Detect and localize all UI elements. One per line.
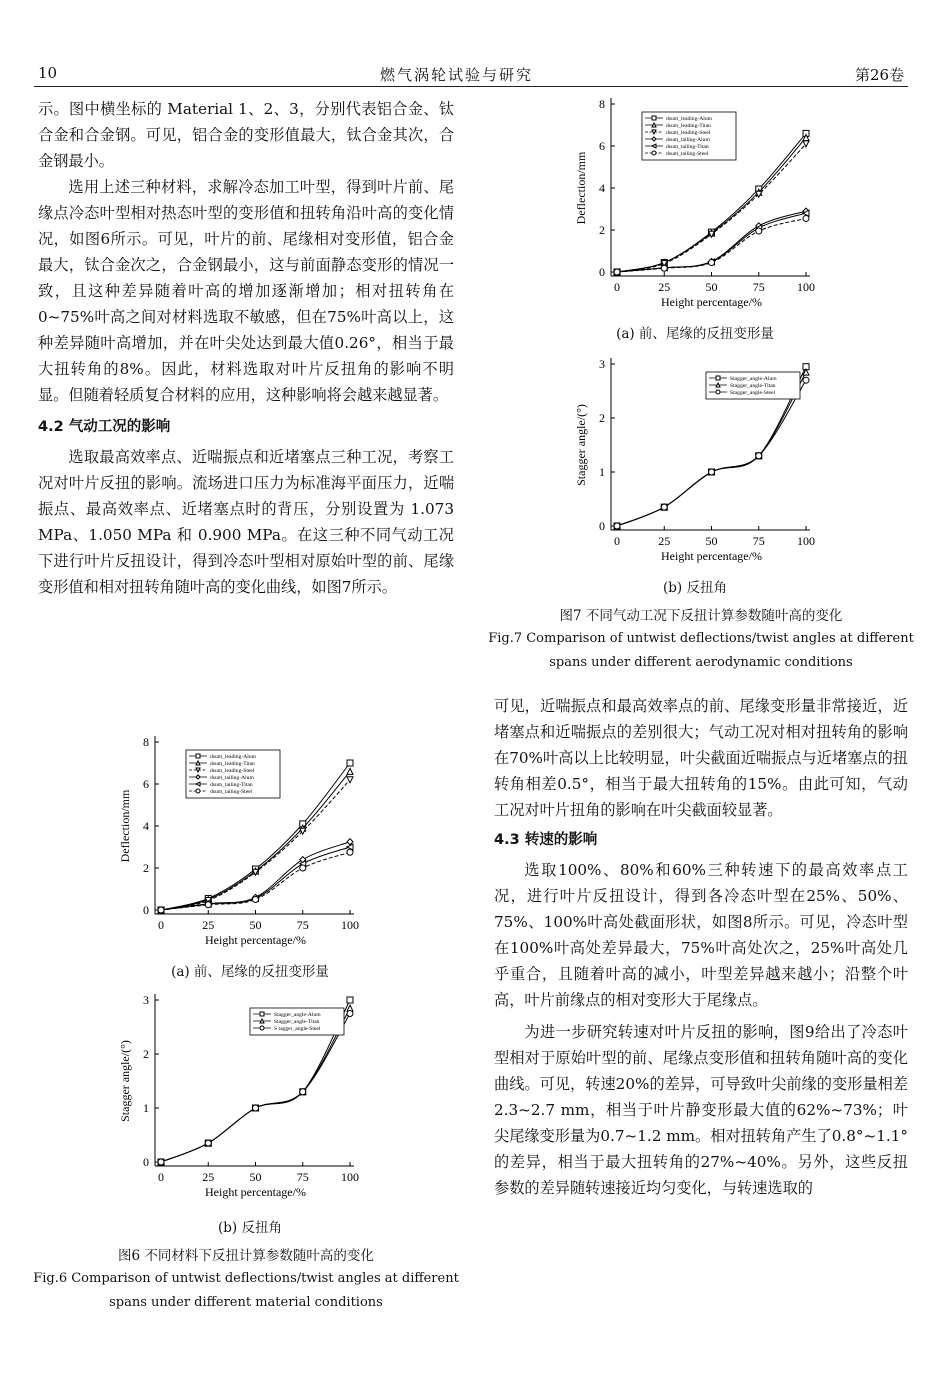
data-point xyxy=(347,997,353,1003)
y-tick-label: 2 xyxy=(143,861,149,875)
legend-label: dsum_tailing-Titan xyxy=(210,782,253,788)
x-tick-label: 0 xyxy=(614,280,620,294)
paragraph: 选取最高效率点、近喘振点和近堵塞点三种工况，考察工况对叶片反扭的影响。流场进口压力为标准海平面压力，近喘振点、最高效率点、近堵塞点时的背压，分别设置为 1.073 MPa、1.050 MPa 和 0.900 MPa。在这三种不同气动工况下进行叶片反扭设计，得到冷态叶型相对原始叶型的前、尾缘变形值和相对扭转角随叶高的变化曲线，如图7所示。 xyxy=(38,448,454,596)
data-point xyxy=(347,777,353,783)
y-tick-label: 2 xyxy=(143,1047,149,1061)
y-tick-label: 2 xyxy=(599,411,605,425)
fig6a-chart xyxy=(116,730,366,958)
y-tick-label: 0 xyxy=(143,1155,149,1169)
fig6-caption-cn: 图6 不同材料下反扭计算参数随叶高的变化 xyxy=(118,1248,374,1264)
section-heading: 4.3 转速的影响 xyxy=(494,832,598,848)
y-tick-label: 4 xyxy=(599,181,605,195)
y-tick-label: 6 xyxy=(599,139,605,153)
x-tick-label: 25 xyxy=(202,1170,215,1184)
x-tick-label: 75 xyxy=(296,1170,309,1184)
data-point xyxy=(756,453,762,459)
data-point xyxy=(614,523,620,529)
data-point xyxy=(709,469,715,475)
fig7-caption-cn: 图7 不同气动工况下反扭计算参数随叶高的变化 xyxy=(559,608,843,624)
legend-label: Stagger_angle-Titan xyxy=(730,383,776,389)
header-rule xyxy=(34,86,908,87)
fig7b-chart xyxy=(572,352,822,574)
series-line xyxy=(617,380,806,526)
legend-label: dsum_leading-Titan xyxy=(666,123,711,129)
legend-marker xyxy=(196,754,200,758)
data-point xyxy=(347,760,353,766)
x-tick-label: 50 xyxy=(705,280,718,294)
x-tick-label: 25 xyxy=(658,534,671,548)
data-point xyxy=(347,849,353,855)
y-tick-label: 0 xyxy=(599,265,605,279)
legend-label: dsum_leading-Steel xyxy=(210,768,255,774)
legend-label: dsum_tailing-Titan xyxy=(666,144,709,150)
x-tick-label: 100 xyxy=(341,1170,359,1184)
x-tick-label: 100 xyxy=(797,534,815,548)
y-tick-label: 8 xyxy=(143,735,149,749)
paragraph: 可见，近喘振点和最高效率点的前、尾缘变形量非常接近，近堵塞点和近喘振点的差别很大；气动工况对相对扭转角的影响在70%叶高以上比较明显，叶尖截面近喘振点与近堵塞点的扭转角相差0.5°，相当于最大扭转角的15%。由此可知，气动工况对叶片扭角的影响在叶尖截面较显著。 xyxy=(494,697,908,819)
x-axis-label: Height percentage/% xyxy=(661,549,762,563)
data-point xyxy=(347,839,353,845)
y-tick-label: 1 xyxy=(599,465,605,479)
y-tick-label: 2 xyxy=(599,223,605,237)
legend-label: dsum_leading-Steel xyxy=(666,130,711,136)
y-tick-label: 0 xyxy=(599,519,605,533)
y-tick-label: 4 xyxy=(143,819,149,833)
data-point xyxy=(205,1140,211,1146)
volume-label: 第26卷 xyxy=(855,66,905,84)
data-point xyxy=(158,1159,164,1165)
x-tick-label: 0 xyxy=(614,534,620,548)
data-point xyxy=(300,1089,306,1095)
x-tick-label: 50 xyxy=(705,534,718,548)
y-tick-label: 0 xyxy=(143,903,149,917)
fig6-caption-en: Fig.6 Comparison of untwist deflections/twist angles at different xyxy=(33,1271,459,1286)
data-point xyxy=(158,907,164,913)
page-number: 10 xyxy=(38,64,58,82)
data-point xyxy=(803,377,809,383)
fig6-caption-en: spans under different material conditions xyxy=(109,1295,383,1310)
journal-title: 燃气涡轮试验与研究 xyxy=(380,66,534,84)
data-point xyxy=(661,504,667,510)
data-point xyxy=(300,865,306,871)
y-tick-label: 1 xyxy=(143,1101,149,1115)
y-tick-label: 3 xyxy=(143,993,149,1007)
section-heading: 4.2 气动工况的影响 xyxy=(38,419,171,435)
data-point xyxy=(253,897,259,903)
legend-marker xyxy=(196,789,200,793)
x-tick-label: 50 xyxy=(249,1170,262,1184)
y-tick-label: 3 xyxy=(599,357,605,371)
x-tick-label: 25 xyxy=(202,918,215,932)
data-point xyxy=(756,228,762,234)
legend-label: dsum_tailing-Steel xyxy=(210,789,253,795)
y-tick-label: 6 xyxy=(143,777,149,791)
legend-label: dsum_leading-Alum xyxy=(666,116,712,122)
fig7a-subcaption: (a) 前、尾缘的反扭变形量 xyxy=(616,326,774,342)
legend-marker xyxy=(716,376,720,380)
x-tick-label: 0 xyxy=(158,918,164,932)
data-point xyxy=(253,1105,259,1111)
y-axis-label: Deflection/mm xyxy=(118,789,132,863)
fig6a-subcaption: (a) 前、尾缘的反扭变形量 xyxy=(171,964,329,980)
legend-label: dsum_leading-Alum xyxy=(210,754,256,760)
legend-marker xyxy=(652,151,656,155)
data-point xyxy=(709,260,715,266)
fig7-caption-en: spans under different aerodynamic conditions xyxy=(549,655,853,670)
legend-label: Stagger_angle-Titan xyxy=(274,1019,320,1025)
x-tick-label: 75 xyxy=(752,280,765,294)
fig6b-subcaption: (b) 反扭角 xyxy=(218,1220,282,1236)
data-point xyxy=(205,902,211,908)
paragraph: 为进一步研究转速对叶片反扭的影响，图9给出了冷态叶型相对于原始叶型的前、尾缘点变形值和扭转角随叶高的变化曲线。可见，转速20%的差异，可导致叶尖前缘的变形量相差2.3~2.7 mm，相当于叶片静变形最大值的62%~73%；叶尖尾缘变形量为0.7~1.2 mm。相对扭转角产生了0.8°~1.1°的差异，相当于最大扭转角的27%~40%。另外，这些反扭参数的差异随转速接近均匀变化，与转速选取的 xyxy=(494,1023,908,1197)
x-tick-label: 50 xyxy=(249,918,262,932)
data-point xyxy=(661,265,667,271)
x-axis-label: Height percentage/% xyxy=(205,1185,306,1199)
x-tick-label: 25 xyxy=(658,280,671,294)
legend-marker xyxy=(652,116,656,120)
series-line xyxy=(161,780,350,910)
paragraph: 示。图中横坐标的 Material 1、2、3，分别代表铝合金、钛合金和合金钢。可见，铝合金的变形值最大，钛合金其次，合金钢最小。 xyxy=(38,100,454,170)
data-point xyxy=(347,1011,353,1017)
x-axis-label: Height percentage/% xyxy=(205,933,306,947)
legend-marker xyxy=(716,390,720,394)
fig7a-chart xyxy=(572,92,822,320)
legend-label: dsum_tailing-Alum xyxy=(210,775,254,781)
legend-label: Stagger_angle-Alum xyxy=(274,1012,321,1018)
y-tick-label: 8 xyxy=(599,97,605,111)
paragraph: 选取100%、80%和60%三种转速下的最高效率点工况，进行叶片反扭设计，得到各冷态叶型在25%、50%、75%、100%叶高处截面形状，如图8所示。可见，冷态叶型在100%叶高处差异最大，75%叶高处次之，25%叶高处几乎重合，且随着叶高的减小，叶型差异越来越小；沿整个叶高，叶片前缘点的相对变形大于尾缘点。 xyxy=(494,861,908,1009)
x-axis-label: Height percentage/% xyxy=(661,295,762,309)
data-point xyxy=(614,269,620,275)
series-line xyxy=(617,144,806,272)
x-tick-label: 0 xyxy=(158,1170,164,1184)
legend-label: dsum_tailing-Alum xyxy=(666,137,710,143)
legend-label: dsum_tailing-Steel xyxy=(666,151,709,157)
x-tick-label: 75 xyxy=(296,918,309,932)
y-axis-label: Deflection/mm xyxy=(574,151,588,225)
data-point xyxy=(803,215,809,221)
legend-label: Stagger_angle-Steel xyxy=(730,390,776,396)
data-point xyxy=(347,768,353,774)
legend-label: Stagger_angle-Alum xyxy=(730,376,777,382)
paragraph: 选用上述三种材料，求解冷态加工叶型，得到叶片前、尾缘点冷态叶型相对热态叶型的变形值和扭转角沿叶高的变化情况，如图6所示。可见，叶片的前、尾缘相对变形值，铝合金最大，钛合金次之，合金钢最小，这与前面静态变形的情况一致，且这种差异随着叶高的增加逐渐增加；相对扭转角在0~75%叶高之间对材料选取不敏感，但在75%叶高以上，这种差异随叶高增加，并在叶尖处达到最大值0.26°，相当于最大扭转角的8%。因此，材料选取对叶片反扭角的影响不明显。但随着轻质复合材料的应用，这种影响将会越来越显著。 xyxy=(38,178,454,404)
fig6b-chart xyxy=(116,988,366,1210)
legend-label: dsum_leading-Titan xyxy=(210,761,255,767)
legend-label: S tagger_angle-Steel xyxy=(274,1026,321,1032)
series-line xyxy=(161,1014,350,1163)
y-axis-label: Stagger angle/(°) xyxy=(574,404,588,486)
x-tick-label: 75 xyxy=(752,534,765,548)
x-tick-label: 100 xyxy=(797,280,815,294)
legend-marker xyxy=(260,1012,264,1016)
legend-marker xyxy=(260,1026,264,1030)
fig7b-subcaption: (b) 反扭角 xyxy=(663,580,727,596)
right-column-text xyxy=(494,693,908,1201)
x-tick-label: 100 xyxy=(341,918,359,932)
y-axis-label: Stagger angle/(°) xyxy=(118,1040,132,1122)
fig7-caption-en: Fig.7 Comparison of untwist deflections/twist angles at different xyxy=(488,631,914,646)
left-column-text xyxy=(38,96,454,600)
